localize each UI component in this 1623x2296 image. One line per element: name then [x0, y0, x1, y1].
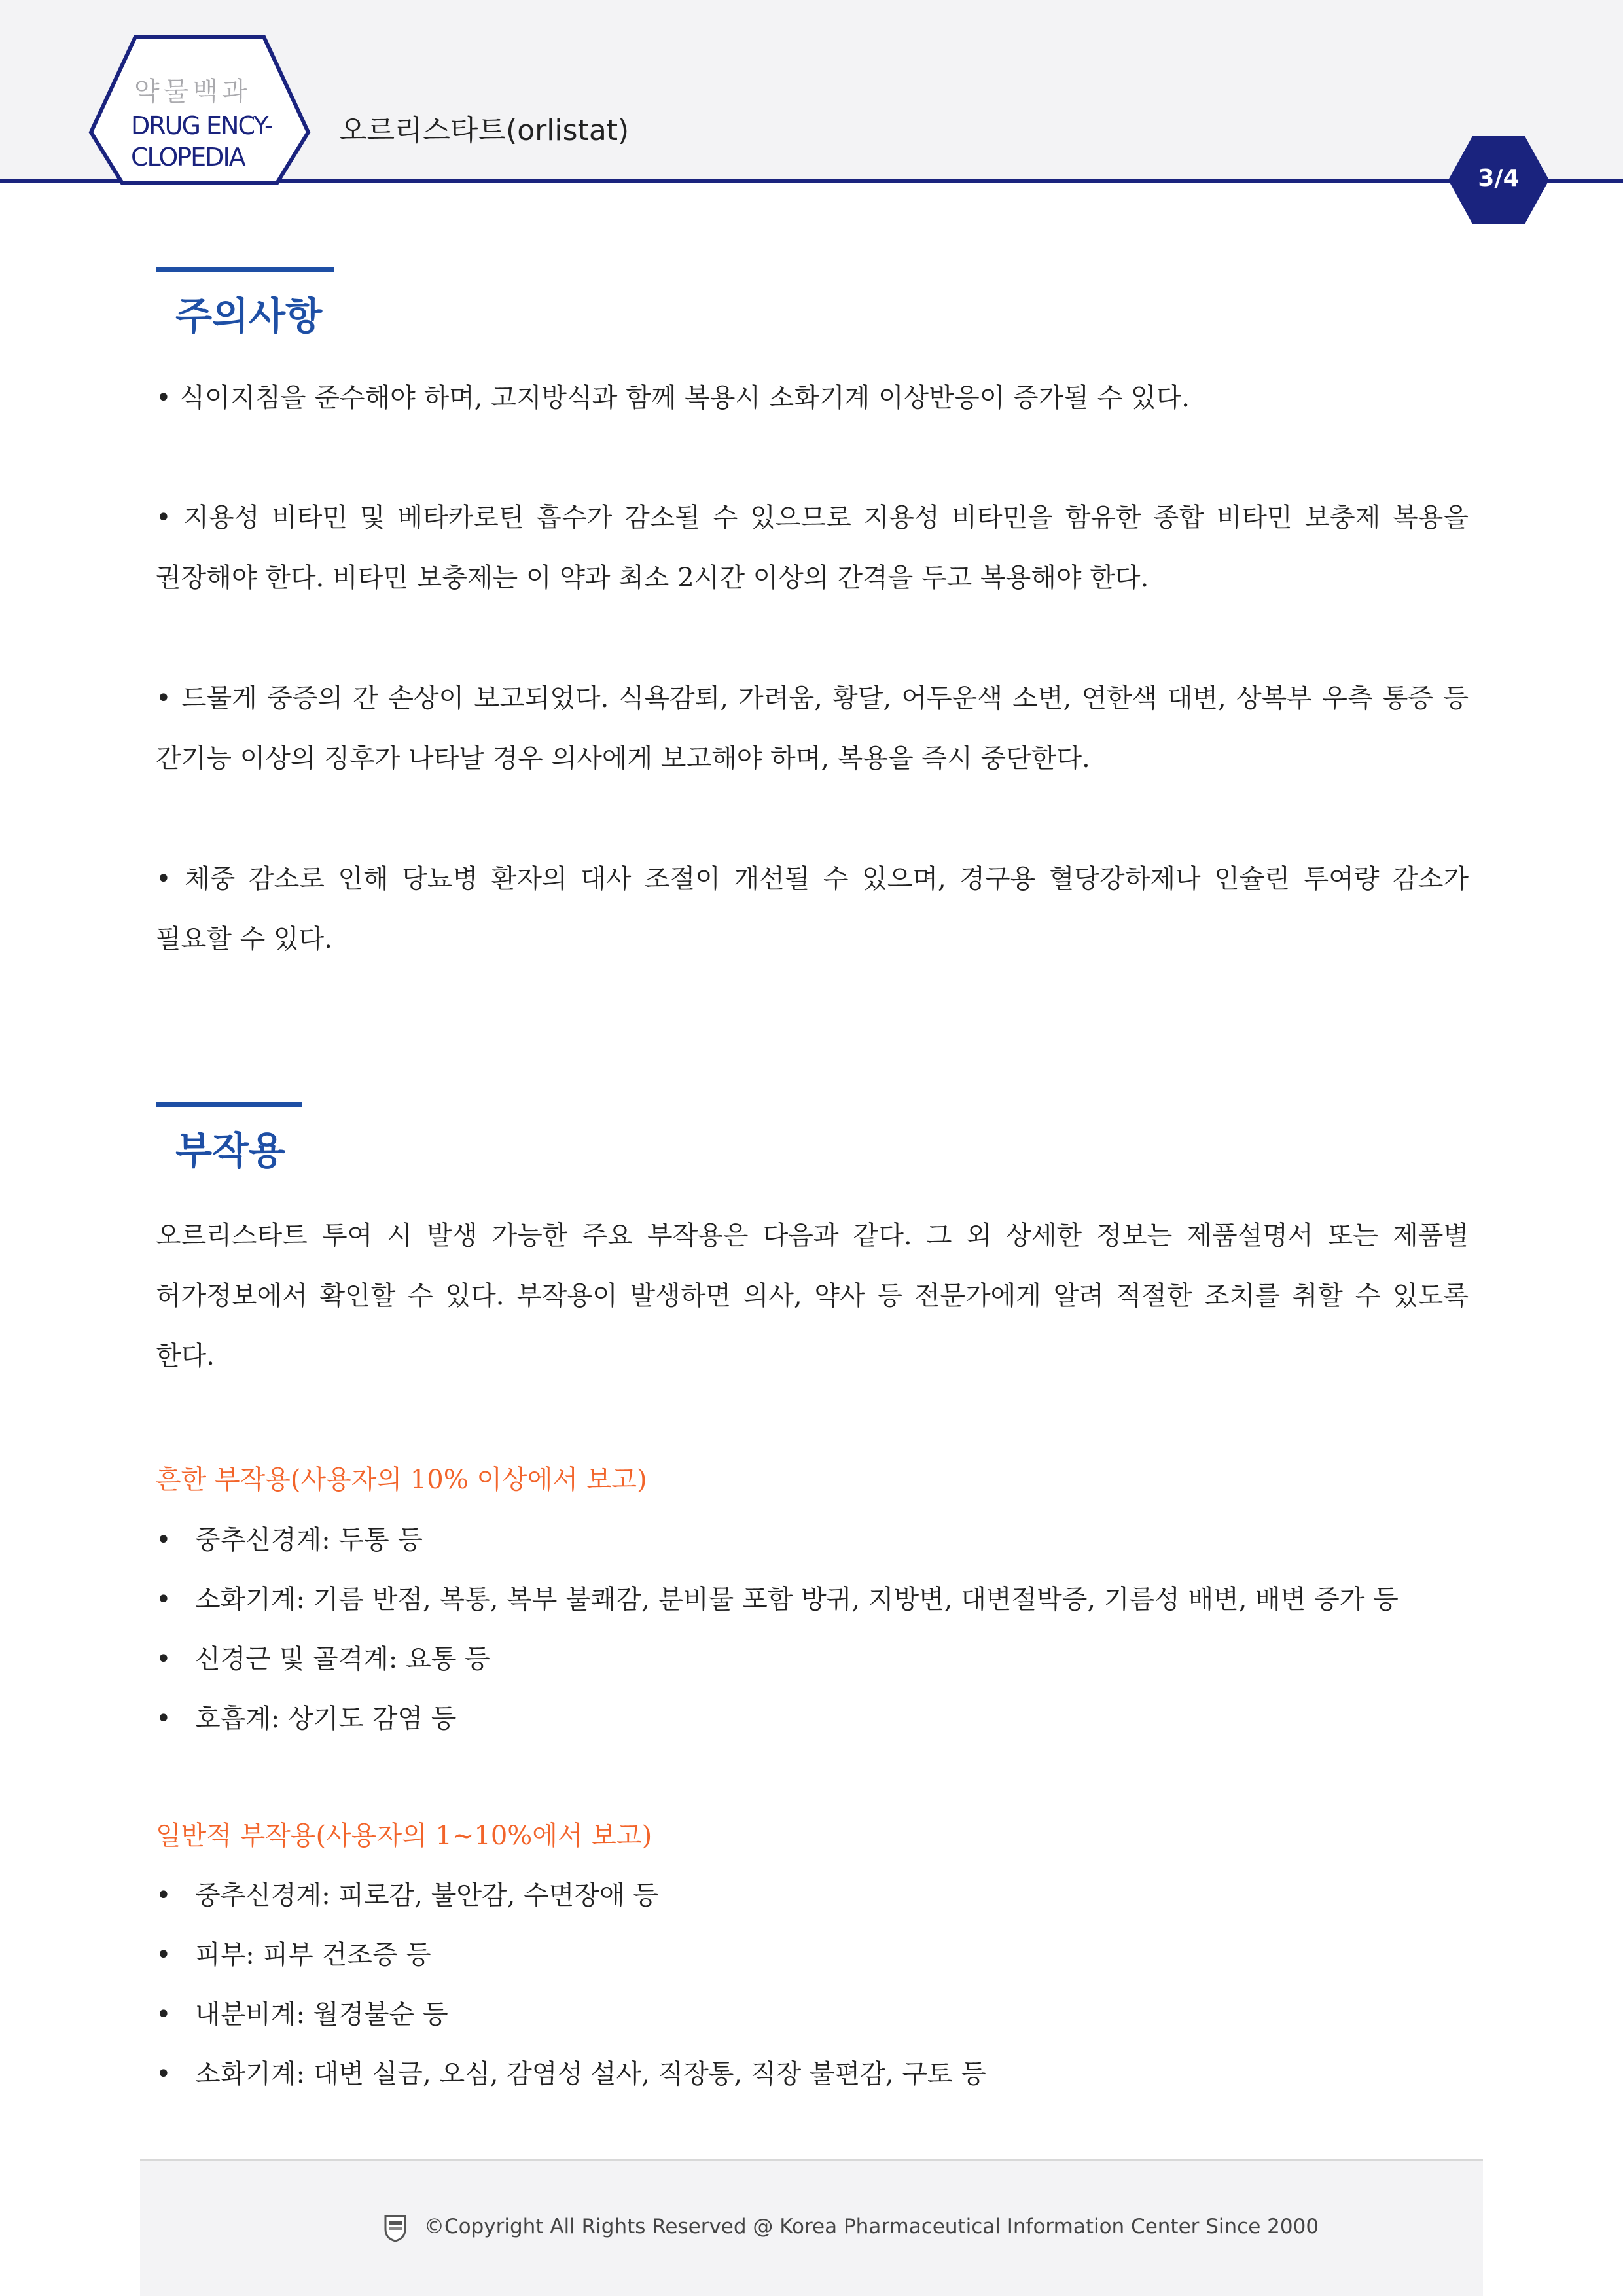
list-item-text: 중추신경계: 피로감, 불안감, 수면장애 등 [195, 1880, 659, 1910]
logo-title: 약물백과 [134, 77, 251, 107]
page-number: 3/4 [1478, 165, 1520, 192]
list-item [156, 1934, 1469, 1971]
precaution-paragraph: • 지용성 비타민 및 베타카로틴 흡수가 감소될 수 있으므로 지용성 비타민을 함유한 종합 비타민 보충제 복용을 권장해야 한다. 비타민 보충제는 이 약과 최소 2시간 이상의 간격을 두고 복용해야 한다. [156, 503, 1469, 593]
list-item-text: 내분비계: 월경불순 등 [195, 2000, 448, 2030]
bullet-icon: • [156, 2059, 171, 2089]
list-item [156, 1638, 1469, 1676]
list-item-text: 신경근 및 골격계: 요통 등 [195, 1644, 490, 1674]
section-title-precautions: 주의사항 [175, 294, 323, 338]
list-item-text: 피부: 피부 건조증 등 [195, 1940, 431, 1970]
side-effects-intro: 오르리스타트 투여 시 발생 가능한 주요 부작용은 다음과 같다. 그 외 상세한 정보는 제품설명서 또는 제품별 허가정보에서 확인할 수 있다. 부작용이 발생하면 의사, 약사 등 전문가에게 알려 적절한 조치를 취할 수 있도록 한다. [156, 1221, 1469, 1371]
list-item-text: 소화기계: 기름 반점, 복통, 복부 불쾌감, 분비물 포함 방귀, 지방변, 대변절박증, 기름성 배변, 배변 증가 등 [195, 1585, 1399, 1615]
footer-copyright: ©Copyright All Rights Reserved @ Korea Pharmaceutical Information Center Since 2000 [424, 2215, 1319, 2238]
bullet-icon: • [156, 1585, 171, 1615]
precaution-paragraph: • 드물게 중증의 간 손상이 보고되었다. 식욕감퇴, 가려움, 황달, 어두운색 소변, 연한색 대변, 상복부 우측 통증 등 간기능 이상의 징후가 나타날 경우 의사에게 보고해야 하며, 복용을 즉시 중단한다. [156, 683, 1469, 774]
shield-crest-icon [383, 2214, 407, 2242]
section-bar-precautions [156, 267, 334, 272]
section-title-side-effects: 부작용 [175, 1128, 286, 1173]
list-item [156, 2053, 1469, 2090]
general-side-effects-heading: 일반적 부작용(사용자의 1~10%에서 보고) [156, 1821, 652, 1851]
logo-subtitle-line1: DRUG ENCY- [131, 111, 272, 140]
list-item [156, 1519, 1469, 1556]
list-item-text: 소화기계: 대변 실금, 오심, 감염성 설사, 직장통, 직장 불편감, 구토 등 [195, 2059, 986, 2089]
list-item [156, 1579, 1469, 1616]
section-bar-side-effects [156, 1102, 302, 1107]
precaution-paragraph: • 체중 감소로 인해 당뇨병 환자의 대사 조절이 개선될 수 있으며, 경구용 혈당강하제나 인슐린 투여량 감소가 필요할 수 있다. [156, 864, 1469, 954]
list-item [156, 1874, 1469, 1912]
precaution-paragraph: • 식이지침을 준수해야 하며, 고지방식과 함께 복용시 소화기계 이상반응이 증가될 수 있다. [156, 383, 1190, 413]
list-item-text: 중추신경계: 두통 등 [195, 1525, 423, 1555]
bullet-icon: • [156, 1940, 171, 1970]
list-item-text: 호흡계: 상기도 감염 등 [195, 1704, 457, 1734]
list-item [156, 1994, 1469, 2031]
bullet-icon: • [156, 1644, 171, 1674]
logo-subtitle-line2: CLOPEDIA [131, 143, 245, 171]
bullet-icon: • [156, 2000, 171, 2030]
bullet-icon: • [156, 1704, 171, 1734]
bullet-icon: • [156, 1880, 171, 1910]
document-title: 오르리스타트(orlistat) [339, 114, 630, 147]
common-side-effects-heading: 흔한 부작용(사용자의 10% 이상에서 보고) [156, 1465, 647, 1495]
bullet-icon: • [156, 1525, 171, 1555]
list-item [156, 1698, 1469, 1735]
